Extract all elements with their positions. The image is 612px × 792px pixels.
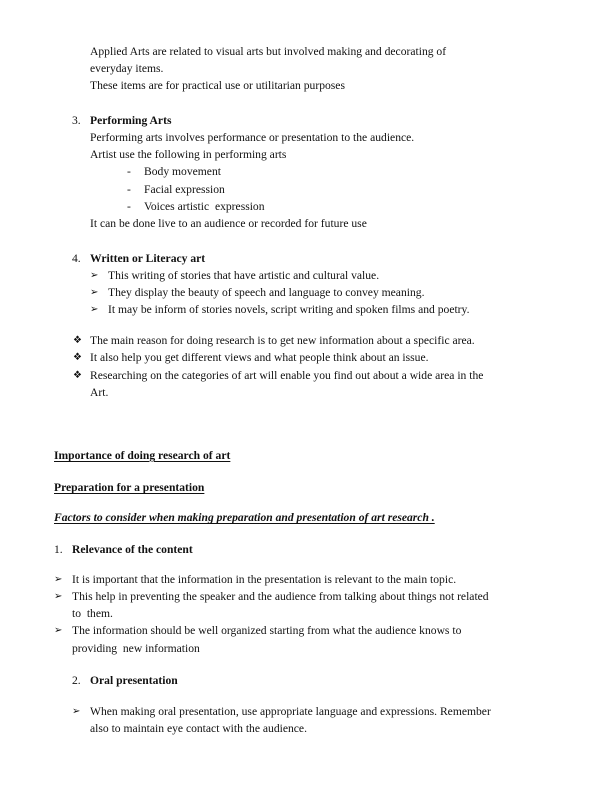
list-item-continuation: also to maintain eye contact with the audience.: [90, 722, 307, 735]
list-item: This help in preventing the speaker and the audience from talking about things not related: [72, 590, 489, 603]
heading-importance: Importance of doing research of art: [54, 449, 231, 462]
paragraph-line: everyday items.: [90, 62, 164, 75]
list-item-continuation: providing new information: [72, 642, 200, 655]
list-item: When making oral presentation, use appropriate language and expressions. Remember: [90, 705, 491, 718]
dash-marker: -: [127, 200, 131, 213]
dash-marker: -: [127, 183, 131, 196]
arrow-bullet-icon: ➢: [54, 591, 63, 602]
list-number: 1.: [54, 543, 63, 556]
list-number: 3.: [72, 114, 81, 127]
list-item: The information should be well organized starting from what the audience knows to: [72, 624, 462, 637]
diamond-bullet-icon: ❖: [73, 335, 82, 346]
arrow-bullet-icon: ➢: [90, 270, 99, 281]
list-item: They display the beauty of speech and language to convey meaning.: [108, 286, 425, 299]
list-item: It may be inform of stories novels, script writing and spoken films and poetry.: [108, 303, 470, 316]
section-heading: Performing Arts: [90, 114, 172, 127]
list-item-continuation: Art.: [90, 386, 109, 399]
list-item: Body movement: [144, 165, 221, 178]
list-number: 4.: [72, 252, 81, 265]
dash-marker: -: [127, 165, 131, 178]
section-heading: Written or Literacy art: [90, 252, 206, 265]
paragraph-line: Artist use the following in performing arts: [90, 148, 287, 161]
paragraph-line: It can be done live to an audience or recorded for future use: [90, 217, 367, 230]
list-item: The main reason for doing research is to get new information about a specific area.: [90, 334, 475, 347]
heading-preparation: Preparation for a presentation: [54, 481, 205, 494]
list-item: Researching on the categories of art will enable you find out about a wide area in the: [90, 369, 484, 382]
diamond-bullet-icon: ❖: [73, 370, 82, 381]
heading-factors: Factors to consider when making preparation and presentation of art research .: [54, 511, 435, 524]
list-item-continuation: to them.: [72, 607, 113, 620]
section-heading: Oral presentation: [90, 674, 178, 687]
section-heading: Relevance of the content: [72, 543, 193, 556]
list-number: 2.: [72, 674, 81, 687]
list-item: Voices artistic expression: [144, 200, 265, 213]
diamond-bullet-icon: ❖: [73, 352, 82, 363]
arrow-bullet-icon: ➢: [54, 574, 63, 585]
arrow-bullet-icon: ➢: [90, 287, 99, 298]
paragraph-line: These items are for practical use or utilitarian purposes: [90, 79, 345, 92]
list-item: This writing of stories that have artistic and cultural value.: [108, 269, 380, 282]
arrow-bullet-icon: ➢: [72, 706, 81, 717]
paragraph-line: Performing arts involves performance or presentation to the audience.: [90, 131, 415, 144]
list-item: It is important that the information in the presentation is relevant to the main topic.: [72, 573, 457, 586]
list-item: It also help you get different views and what people think about an issue.: [90, 351, 429, 364]
paragraph-line: Applied Arts are related to visual arts but involved making and decorating of: [90, 45, 447, 58]
arrow-bullet-icon: ➢: [54, 625, 63, 636]
arrow-bullet-icon: ➢: [90, 304, 99, 315]
list-item: Facial expression: [144, 183, 225, 196]
